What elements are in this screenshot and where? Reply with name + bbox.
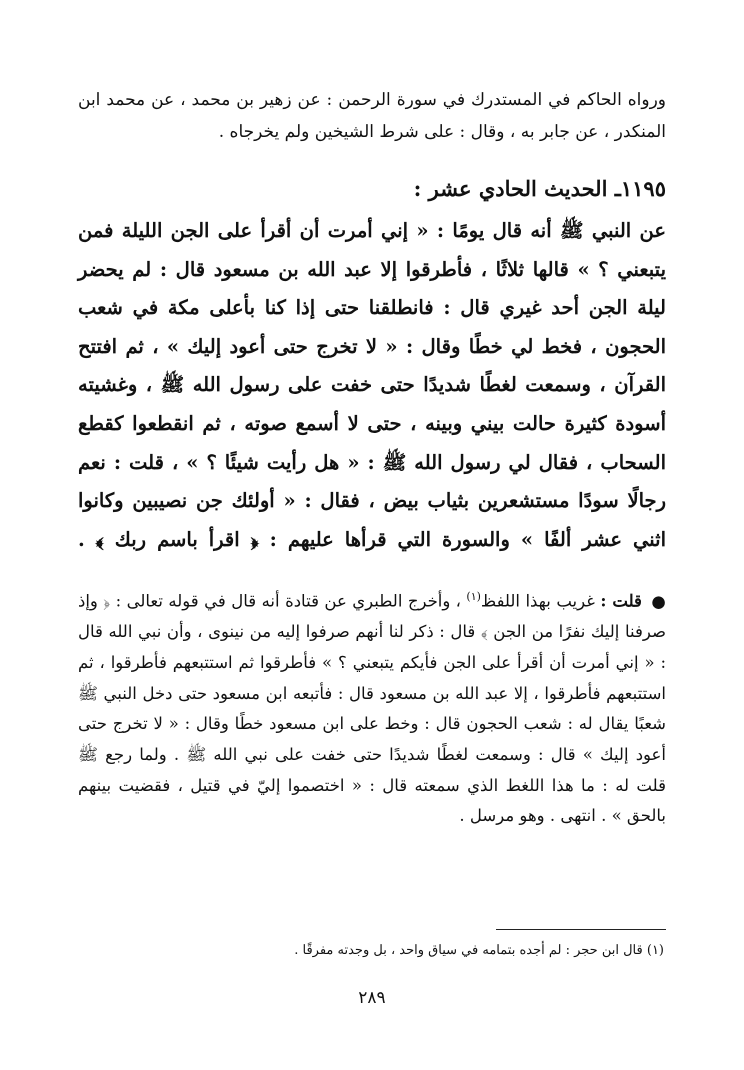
footnote: (١) قال ابن حجر : لم أجده بتمامه في سياق واحد ، بل وجدته مفرقًا . xyxy=(294,943,664,958)
bullet-icon: ● xyxy=(651,591,666,611)
commentary-paragraph xyxy=(78,582,666,832)
page-number: ٢٨٩ xyxy=(358,988,386,1008)
footnote-marker[interactable]: (١) xyxy=(466,590,481,603)
page-body xyxy=(78,0,666,1070)
commentary-text-rest: ، وأخرج الطبري عن قتادة أنه قال في قوله تعالى : ﴿ وإذ صرفنا إليك نفرًا من الجن ﴾ قال : ذكر لنا أنهم صرفوا إليه من نينوى ، وأن نبي الله قال : « إني أمرت أن أقرأ على الجن فأيكم يتبعني ؟ » فأطرقوا ثم استتبعهم فأطرقوا ، ثم استتبعهم فأطرقوا ، إلا عبد الله بن مسعود قال : فأتبعه ابن مسعود حتى دخل النبي ﷺ شعبًا يقال له : شعب الحجون قال : وخط على ابن مسعود خطًا وقال : « لا تخرج حتى أعود إليك » قال : وسمعت لغطًا شديدًا حتى خفت على نبي الله ﷺ . ولما رجع ﷺ قلت له : ما هذا اللغط الذي سمعته قال : « اختصموا إليّ في قتيل ، فقضيت بينهم بالحق » . انتهى . وهو مرسل . xyxy=(78,591,666,826)
commentary-lead: قلت : xyxy=(600,591,642,611)
intro-paragraph: ورواه الحاكم في المستدرك في سورة الرحمن : عن زهير بن محمد ، عن محمد ابن المنكدر ، عن جابر به ، وقال : على شرط الشيخين ولم يخرجاه . xyxy=(78,90,666,142)
footnote-divider xyxy=(496,929,666,930)
hadith-text: عن النبي ﷺ أنه قال يومًا : « إني أمرت أن أقرأ على الجن الليلة فمن يتبعني ؟ » قالها ثلاثًا ، فأطرقوا إلا عبد الله بن مسعود قال : لم يحضر ليلة الجن أحد غيري قال : فانطلقنا حتى إذا كنا بأعلى مكة في شعب الحجون ، فخط لي خطًا وقال : « لا تخرج حتى أعود إليك » ، ثم افتتح القرآن ، وسمعت لغطًا شديدًا حتى خفت على رسول الله ﷺ ، وغشيته أسودة كثيرة حالت بيني وبينه ، حتى لا أسمع صوته ، ثم انقطعوا كقطع السحاب ، فقال لي رسول الله ﷺ : « هل رأيت شيئًا ؟ » ، قلت : نعم رجالًا سودًا مستشعرين بثياب بيض ، فقال : « أولئك جن نصيبين وكانوا اثني عشر ألفًا » والسورة التي قرأها عليهم : ﴿ اقرأ باسم ربك ﴾ . xyxy=(78,219,666,551)
commentary-text-start: غريب بهذا اللفظ xyxy=(480,591,595,611)
hadith-heading: ١١٩٥ـ الحديث الحادي عشر : xyxy=(413,176,666,201)
